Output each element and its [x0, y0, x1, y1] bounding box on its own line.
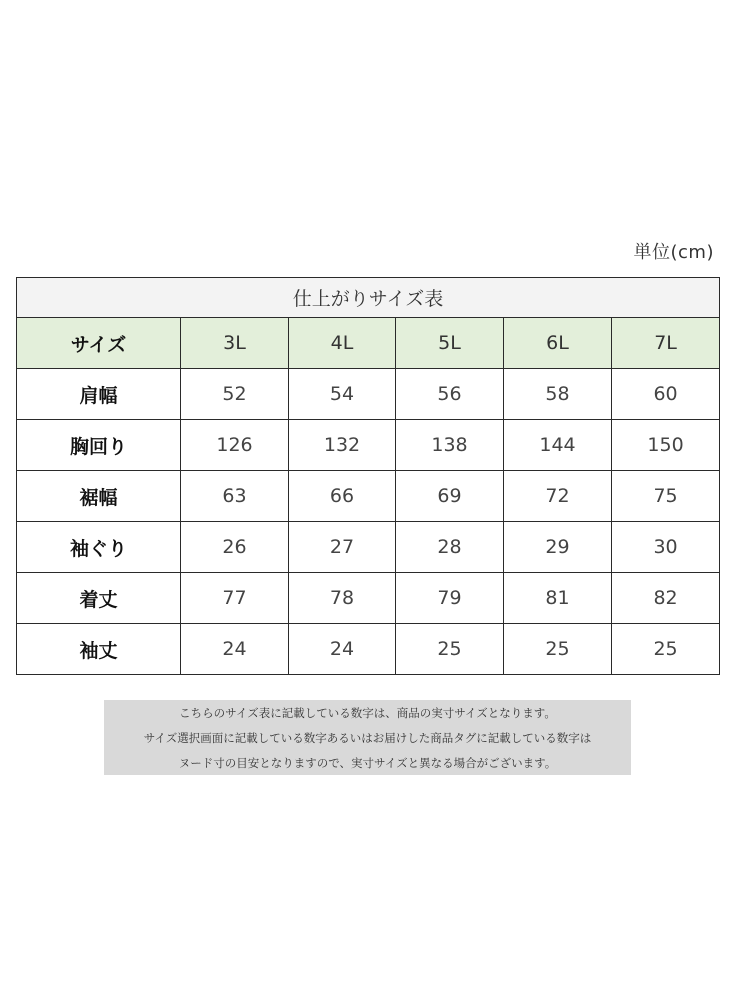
header-size: 4L — [289, 318, 396, 369]
table-title: 仕上がりサイズ表 — [17, 278, 720, 318]
header-size: 5L — [396, 318, 504, 369]
table-cell: 138 — [396, 420, 504, 471]
table-cell: 56 — [396, 369, 504, 420]
row-label: 着丈 — [17, 573, 181, 624]
table-row — [17, 522, 720, 573]
table-cell: 66 — [289, 471, 396, 522]
table-cell: 25 — [396, 624, 504, 675]
header-size: 6L — [504, 318, 612, 369]
table-cell: 26 — [181, 522, 289, 573]
table-cell: 78 — [289, 573, 396, 624]
row-label: 袖ぐり — [17, 522, 181, 573]
table-cell: 25 — [504, 624, 612, 675]
table-cell: 28 — [396, 522, 504, 573]
table-cell: 69 — [396, 471, 504, 522]
table-row — [17, 573, 720, 624]
table-row — [17, 471, 720, 522]
header-size-label: サイズ — [17, 318, 181, 369]
table-cell: 24 — [289, 624, 396, 675]
table-cell: 63 — [181, 471, 289, 522]
table-row — [17, 369, 720, 420]
measurement-note — [104, 700, 631, 775]
table-row — [17, 624, 720, 675]
table-cell: 79 — [396, 573, 504, 624]
table-cell: 132 — [289, 420, 396, 471]
table-cell: 75 — [612, 471, 720, 522]
table-cell: 54 — [289, 369, 396, 420]
table-cell: 81 — [504, 573, 612, 624]
note-line: ヌード寸の目安となりますので、実寸サイズと異なる場合がございます。 — [178, 756, 557, 770]
table-cell: 60 — [612, 369, 720, 420]
note-line: こちらのサイズ表に記載している数字は、商品の実寸サイズとなります。 — [179, 706, 556, 720]
row-label: 胸回り — [17, 420, 181, 471]
table-cell: 30 — [612, 522, 720, 573]
table-cell: 24 — [181, 624, 289, 675]
table-cell: 150 — [612, 420, 720, 471]
table-cell: 77 — [181, 573, 289, 624]
table-cell: 144 — [504, 420, 612, 471]
table-cell: 29 — [504, 522, 612, 573]
unit-label: 単位(cm) — [633, 242, 714, 263]
row-label: 肩幅 — [17, 369, 181, 420]
table-cell: 58 — [504, 369, 612, 420]
row-label: 裾幅 — [17, 471, 181, 522]
note-line: サイズ選択画面に記載している数字あるいはお届けした商品タグに記載している数字は — [143, 731, 592, 745]
table-header-row — [17, 318, 720, 369]
header-size: 7L — [612, 318, 720, 369]
table-cell: 82 — [612, 573, 720, 624]
table-cell: 52 — [181, 369, 289, 420]
header-size: 3L — [181, 318, 289, 369]
size-table — [16, 277, 720, 675]
table-row — [17, 420, 720, 471]
table-cell: 27 — [289, 522, 396, 573]
table-title-row — [17, 278, 720, 318]
table-cell: 126 — [181, 420, 289, 471]
table-cell: 72 — [504, 471, 612, 522]
row-label: 袖丈 — [17, 624, 181, 675]
table-cell: 25 — [612, 624, 720, 675]
